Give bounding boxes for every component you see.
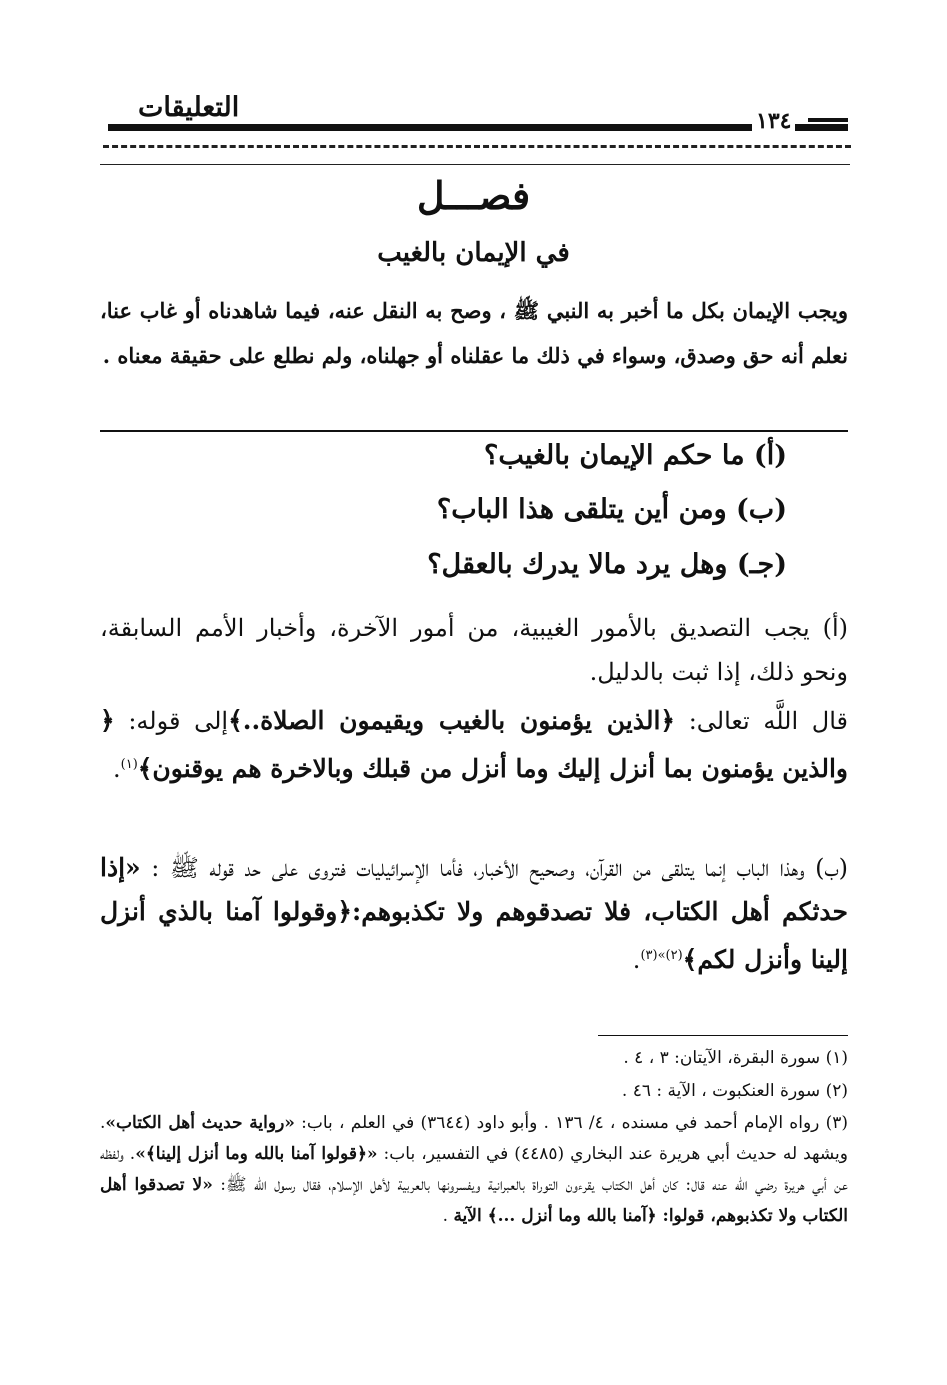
quran-quote-2: ﴿ والذين يؤمنون بما أنزل إليك وما أنزل من قبلك وبالاخرة هم يوقنون﴾	[100, 706, 848, 783]
header-thick-rule	[108, 124, 848, 131]
evidence-lead: قال اللَّه تعالى:	[675, 707, 849, 735]
header-thin-rule	[100, 164, 850, 165]
answer-b-end: .	[632, 946, 641, 974]
footnote-3	[100, 1108, 848, 1232]
page-number: ١٣٤	[752, 108, 795, 134]
question-c: (جـ) وهل يرد مالا يدرك بالعقل؟	[427, 549, 787, 580]
footnote-ref-1: (١)	[120, 757, 138, 772]
footnote-3-end: .	[442, 1206, 454, 1226]
evidence-end: .	[113, 755, 121, 783]
footnote-divider	[598, 1035, 848, 1036]
header-dashed-rule	[103, 145, 851, 148]
footnote-3-hadith: «لا تصدقوا أهل الكتاب ولا تكذبوهم، قولوا: ﴿آمنا بالله وما أنزل ...﴾ الآية	[100, 1175, 848, 1226]
footnote-1: (١) سورة البقرة، الآيتان: ٣ ، ٤ .	[623, 1048, 848, 1068]
question-b: (ب) ومن أين يتلقى هذا الباب؟	[436, 494, 787, 525]
matn-divider	[100, 430, 848, 432]
footnote-3-title-1: «رواية حديث أهل الكتاب»	[105, 1113, 295, 1133]
header-rule-accent	[808, 118, 848, 122]
answer-b	[100, 846, 848, 982]
answer-b-lead: (ب) وهذا الباب إنما يتلقى من القرآن، وصحيح الأخبار، فأما الإسرائيليات فتروى على حد قوله ﷺ :	[140, 854, 848, 882]
quran-quote-1: ﴿الذين يؤمنون بالغيب ويقيمون الصلاة..﴾	[228, 706, 676, 735]
footnote-ref-2-3: (٢)»(٣)	[640, 948, 683, 963]
footnote-2: (٢) سورة العنكبوت ، الآية : ٤٦ .	[621, 1081, 848, 1101]
matn-paragraph: ويجب الإيمان بكل ما أخبر به النبي ﷺ ، وصح به النقل عنه، فيما شاهدناه أو غاب عنا، نعلم أنه حق وصدق، وسواء في ذلك ما عقلناه أو جهلناه، ولم نطلع على حقيقة معناه .	[100, 298, 848, 368]
hadith-quote: «إذا حدثكم أهل الكتاب، فلا تصدقوهم ولا تكذبوهم:﴿وقولوا آمنا بالذي أنزل إلينا وأنزل لكم﴾	[100, 853, 848, 974]
evidence-mid: إلى قوله:	[114, 707, 229, 735]
question-a: (أ) ما حكم الإيمان بالغيب؟	[484, 440, 787, 471]
answer-a-evidence	[100, 699, 848, 791]
section-title: فصـــل	[416, 173, 531, 218]
answer-a: (أ) يجب التصديق بالأمور الغيبية، من أمور الآخرة، وأخبار الأمم السابقة، ونحو ذلك، إذا ثبت بالدليل.	[100, 614, 848, 686]
footnote-3-text-c: . ويشهد له حديث أبي هريرة عند البخاري (٤٤٨٥) في التفسير، باب:	[100, 1113, 848, 1164]
footnote-3-text-a: (٣) رواه الإمام أحمد في مسنده ، ٤/ ١٣٦ . وأبو داود (٣٦٤٤) في العلم ، باب:	[294, 1113, 848, 1133]
footnote-3-text-e: . ولفظه عن أبي هريرة رضي الله عنه قال: كان أهل الكتاب يقرءون التوراة بالعبرانية ويفسرونها بالعربية لأهل الإسلام، فقال رسول الله ﷺ:	[100, 1144, 849, 1195]
footnote-3-title-2: «﴿قولوا آمنا بالله وما أنزل إلينا﴾»	[135, 1144, 378, 1164]
section-subtitle: في الإيمان بالغيب	[377, 238, 570, 268]
running-title: التعليقات	[138, 92, 240, 123]
